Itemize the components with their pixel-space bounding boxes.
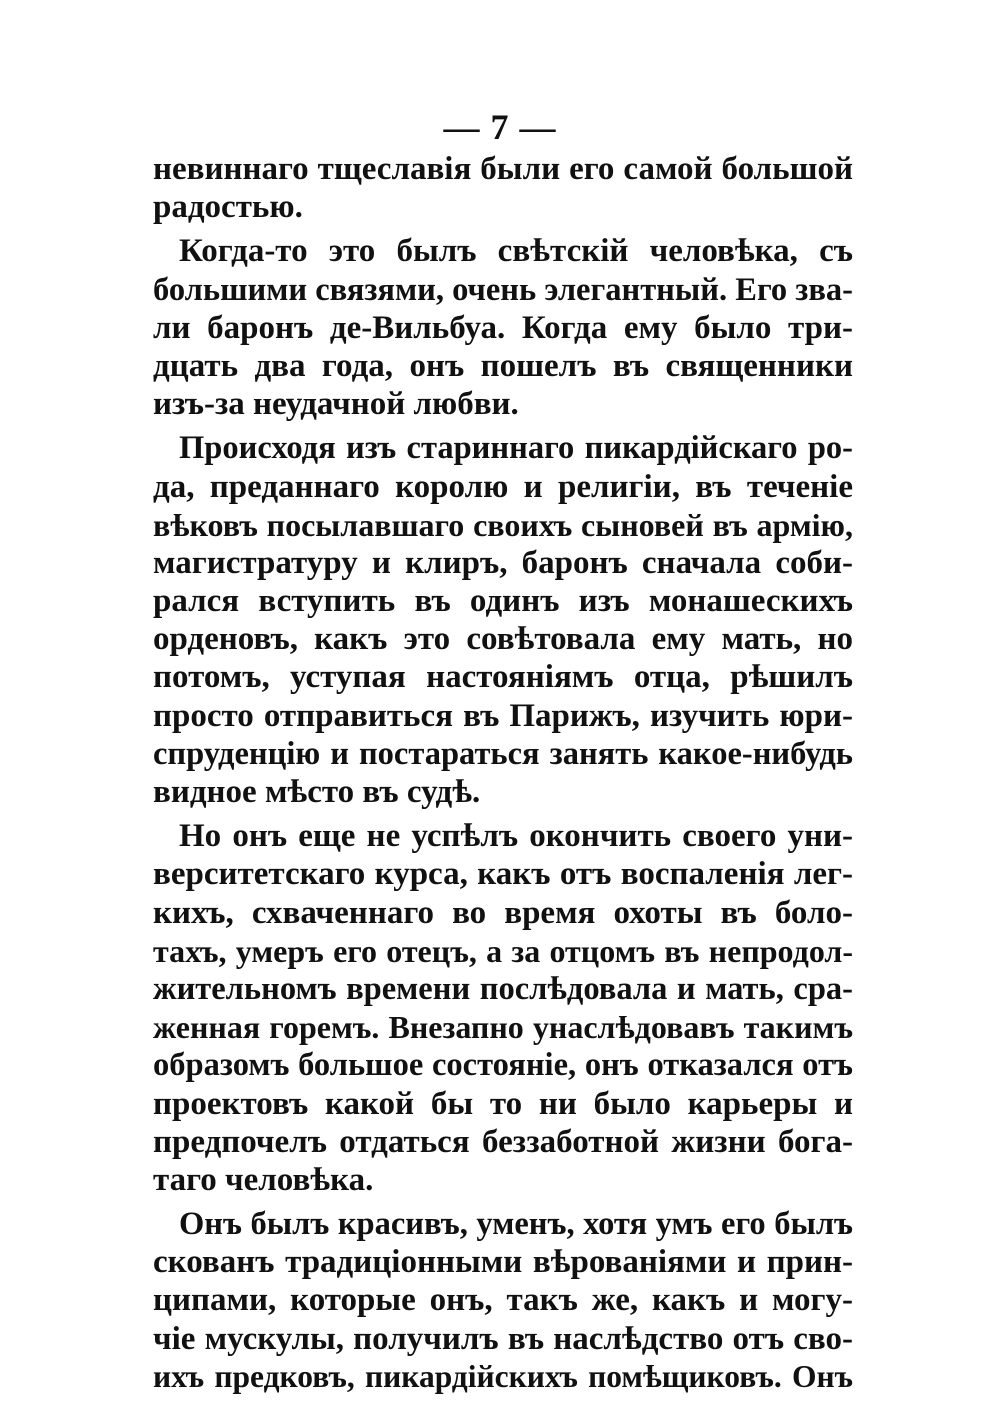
- text-line: магистратуру и клиръ, баронъ сначала соби-: [153, 544, 853, 581]
- paragraph: [153, 817, 853, 1199]
- paragraph: [153, 429, 853, 811]
- text-line: просто отправиться въ Парижъ, изучить юри-: [153, 697, 853, 734]
- text-line: Онъ былъ красивъ, уменъ, хотя умъ его былъ: [179, 1206, 853, 1243]
- text-line: Когда-то это былъ свѣтскій человѣка, съ: [179, 233, 853, 270]
- text-line: ли баронъ де-Вильбуа. Когда ему было три-: [153, 309, 853, 346]
- text-line: чіе мускулы, получилъ въ наслѣдство отъ сво-: [153, 1320, 853, 1357]
- text-line: женная горемъ. Внезапно унаслѣдовавъ такимъ: [153, 1009, 853, 1046]
- text-line: таго человѣка.: [153, 1161, 374, 1198]
- paragraph: [153, 232, 853, 423]
- text-line: ихъ предковъ, пикардійскихъ помѣщиковъ. Онъ: [153, 1358, 853, 1394]
- text-line: потомъ, уступая настояніямъ отца, рѣшилъ: [153, 659, 853, 696]
- text-line: верситетскаго курса, какъ отъ воспаленія лег-: [153, 856, 853, 893]
- text-line: тахъ, умеръ его отецъ, а за отцомъ въ непродол-: [153, 932, 853, 969]
- page-number: — 7 —: [443, 107, 557, 147]
- text-line: спруденцію и постараться занять какое-нибудь: [153, 735, 853, 772]
- text-line: Но онъ еще не успѣлъ окончить своего уни-: [179, 818, 853, 855]
- text-line: орденовъ, какъ это совѣтовала ему мать, но: [153, 621, 853, 658]
- text-line: дцать два года, онъ пошелъ въ священники: [153, 347, 853, 384]
- paragraph: [153, 150, 853, 226]
- text-line: образомъ большое состояніе, онъ отказался отъ: [153, 1047, 853, 1084]
- text-line: невиннаго тщеславія были его самой большой: [153, 151, 853, 187]
- text-line: рался вступить въ одинъ изъ монашескихъ: [153, 583, 853, 620]
- body-text: [153, 150, 853, 1396]
- text-line: изъ-за неудачной любви.: [153, 386, 519, 423]
- text-line: проектовъ какой бы то ни было карьеры и: [153, 1085, 853, 1122]
- text-line: большими связями, очень элегантный. Его зва-: [153, 271, 853, 308]
- text-line: ципами, которые онъ, такъ же, какъ и могу-: [153, 1282, 853, 1319]
- text-line: кихъ, схваченнаго во время охоты въ боло-: [153, 894, 853, 931]
- text-line: вѣковъ посылавшаго своихъ сыновей въ армію,: [153, 506, 853, 543]
- text-line: да, преданнаго королю и религіи, въ теченіе: [153, 468, 853, 505]
- text-line: радостью.: [153, 189, 303, 226]
- text-line: Происходя изъ стариннаго пикардійскаго ро-: [179, 430, 853, 467]
- text-line: видное мѣсто въ судѣ.: [153, 774, 481, 810]
- paragraph: [153, 1205, 853, 1396]
- text-line: предпочелъ отдаться беззаботной жизни бога-: [153, 1123, 853, 1160]
- text-line: скованъ традиціонными вѣрованіями и прин-: [153, 1244, 853, 1281]
- text-line: жительномъ времени послѣдовала и мать, сра-: [153, 970, 853, 1007]
